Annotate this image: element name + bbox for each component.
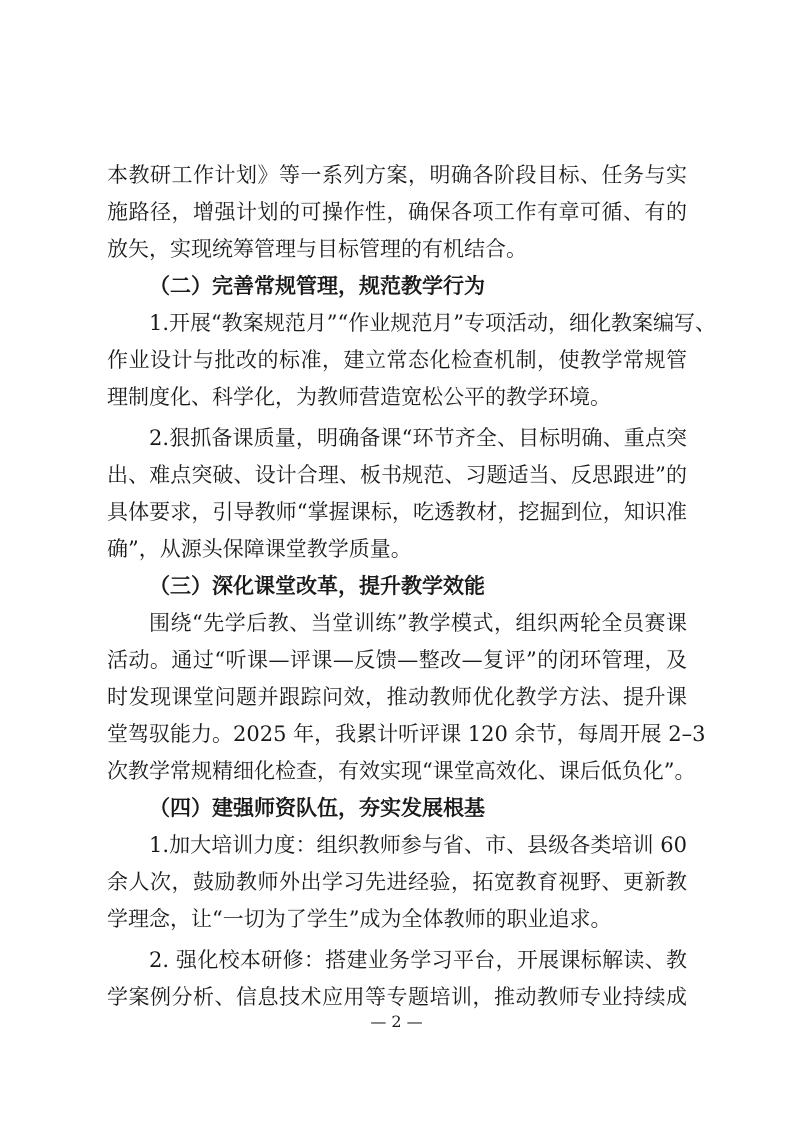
paragraph-line: 学理念，让“一切为了学生”成为全体教师的职业追求。 — [107, 907, 612, 931]
paragraph-line: 活动。通过“听课—评课—反馈—整改—复评”的闭环管理，及 — [107, 648, 687, 672]
paragraph-line: 放矢，实现统筹管理与目标管理的有机结合。 — [107, 237, 527, 261]
paragraph-line: 围绕“先学后教、当堂训练”教学模式，组织两轮全员赛课 — [149, 611, 687, 635]
paragraph-line: 作业设计与批改的标准，建立常态化检查机制，使教学常规管 — [107, 348, 687, 372]
paragraph-line: 2. 强化校本研修：搭建业务学习平台，开展课标解读、教 — [149, 948, 687, 972]
paragraph-line: 1.加大培训力度：组织教师参与省、市、县级各类培训 60 — [149, 833, 687, 857]
paragraph-line: 堂驾驭能力。2025 年，我累计听评课 120 余节，每周开展 2–3 — [107, 722, 706, 746]
paragraph-line: 1.开展“教案规范月”“作业规范月”专项活动，细化教案编写、 — [149, 311, 716, 335]
page-number: — 2 — — [370, 1012, 423, 1031]
section-heading: （三）深化课堂改革，提升教学效能 — [149, 573, 485, 598]
paragraph-line: 次教学常规精细化检查，有效实现“课堂高效化、课后低负化”。 — [107, 759, 696, 783]
paragraph-line: 确”，从源头保障课堂教学质量。 — [107, 537, 412, 561]
paragraph-line: 时发现课堂问题并跟踪问效，推动教师优化教学方法、提升课 — [107, 685, 687, 709]
paragraph-line: 2.狠抓备课质量，明确备课“环节齐全、目标明确、重点突 — [149, 426, 687, 450]
paragraph-line: 施路径，增强计划的可操作性，确保各项工作有章可循、有的 — [107, 200, 687, 224]
paragraph-line: 余人次，鼓励教师外出学习先进经验，拓宽教育视野、更新教 — [107, 870, 687, 894]
paragraph-line: 本教研工作计划》等一系列方案，明确各阶段目标、任务与实 — [107, 163, 687, 187]
section-heading: （四）建强师资队伍，夯实发展根基 — [149, 795, 485, 820]
paragraph-line: 理制度化、科学化，为教师营造宽松公平的教学环境。 — [107, 385, 611, 409]
paragraph-line: 学案例分析、信息技术应用等专题培训，推动教师专业持续成 — [107, 985, 687, 1009]
paragraph-line: 出、难点突破、设计合理、板书规范、习题适当、反思跟进”的 — [107, 463, 687, 487]
paragraph-line: 具体要求，引导教师“掌握课标，吃透教材，挖掘到位，知识准 — [107, 500, 687, 524]
section-heading: （二）完善常规管理，规范教学行为 — [149, 273, 485, 298]
